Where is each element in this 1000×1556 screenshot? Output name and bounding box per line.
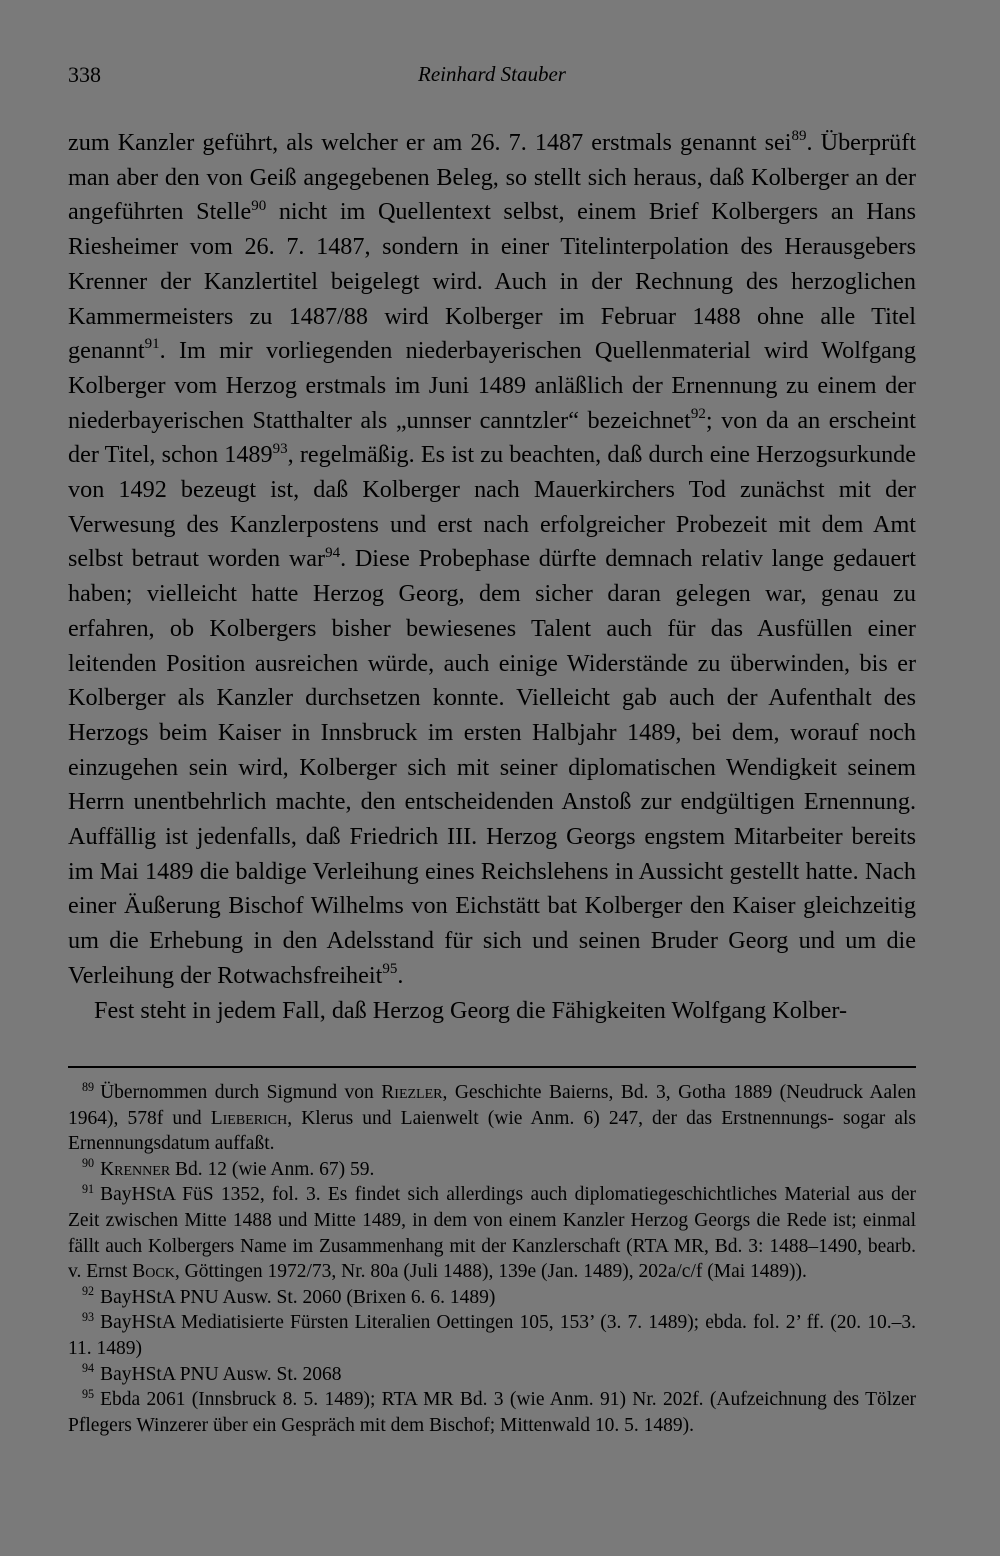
- footnote-text: , Geschichte Baierns, Bd. 3, Gotha 1889 (Neudruck Aalen 1964), 578f und: [68, 1082, 916, 1129]
- footnote-89: [68, 1080, 916, 1157]
- text-run: . Überprüft man aber den von Geiß angegebenen Beleg, so stellt sich heraus, daß Kolberger an der angeführten Stelle: [68, 129, 916, 226]
- footnote-ref-93: 93: [272, 440, 288, 457]
- footnote-text: BayHStA PNU Ausw. St. 2068: [100, 1363, 342, 1385]
- footnote-text: , Göttingen 1972/73, Nr. 80a (Juli 1488), 139e (Jan. 1489), 202a/c/f (Mai 1489)).: [174, 1261, 807, 1283]
- footnote-mark: 90: [82, 1156, 95, 1171]
- footnote-92: [68, 1285, 916, 1311]
- footnote-mark: 92: [82, 1284, 95, 1299]
- main-text: [68, 126, 916, 1028]
- footnote-mark: 89: [82, 1079, 95, 1094]
- footnotes: [68, 1080, 916, 1438]
- paragraph: Fest steht in jedem Fall, daß Herzog Georg die Fähigkeiten Wolfgang Kolber-: [94, 996, 848, 1024]
- footnote-text: , Klerus und Laienwelt (wie Anm. 6) 247, der das Erstnennungs- sogar als Ernennungsdatum auffaßt.: [68, 1107, 916, 1155]
- text-run: . Diese Probephase dürfte demnach relativ lange gedauert haben; vielleicht hatte Herzog Georg, dem sicher daran gelegen war, genau zu erfahren, ob Kolbergers bisher bewiesenes Talent auch für das Ausfüllen einer leitenden Position ausreichen würde, auch einige Widerstände zu überwinden, bis er Kolberger als Kanzler durchsetzen konnte. Vielleicht gab auch der Aufenthalt des Herzogs beim Kaiser in Innsbruck im ersten Halbjahr 1489, bei dem, worauf noch einzugehen sein wird, Kolberger sich mit seiner diplomatischen Wendigkeit seinem Herrn unentbehrlich machte, den entscheidenden Anstoß zur endgültigen Ernennung. Auffällig ist jedenfalls, daß Friedrich III. Herzog Georgs engstem Mitarbeiter bereits im Mai 1489 die baldige Verleihung eines Reichslehens in Aussicht gestellt hatte. Nach einer Äußerung Bischof Wilhelms von Eichstätt bat Kolberger den Kaiser gleichzeitig um die Erhebung in den Adelsstand für sich und seinen Bruder Georg und um die Verleihung der Rotwachsfreiheit: [68, 545, 916, 989]
- footnote-ref-92: 92: [690, 405, 706, 422]
- footnote-93: [68, 1310, 916, 1361]
- footnote-mark: 91: [82, 1181, 95, 1196]
- footnote-text: BayHStA PNU Ausw. St. 2060 (Brixen 6. 6. 1489): [100, 1286, 496, 1308]
- footnote-text: BayHStA FüS 1352, fol. 3. Es findet sich allerdings auch diplomatiegeschichtliches Material aus der Zeit zwischen Mitte 1488 und Mitte 1489, in dem von einem Kanzler Herzog Georgs die Rede ist; einmal fällt auch Kolbergers Name im Zusammenhang mit der Kanzlerschaft (RTA MR, Bd. 3: 1488–1490, bearb. v. Ernst: [68, 1184, 916, 1283]
- footnote-ref-89: 89: [791, 128, 807, 145]
- text-run: . Im mir vorliegenden niederbayerischen Quellenmaterial wird Wolfgang Kolberger vom Herzog erstmals im Juni 1489 anläßlich der Ernennung zu einem der niederbayerischen Statthalter als „unnser canntzler“ bezeichnet: [68, 337, 916, 434]
- footnote-ref-90: 90: [251, 197, 267, 214]
- footnote-ref-95: 95: [382, 961, 398, 978]
- footnote-text: Bd. 12 (wie Anm. 67) 59.: [170, 1158, 375, 1180]
- author-name: Riezler: [381, 1082, 443, 1103]
- page-number: 338: [68, 62, 101, 87]
- page-header: [68, 62, 916, 92]
- text-run: ; von da an erscheint der Titel, schon 1489: [68, 406, 916, 469]
- text-run: .: [397, 961, 404, 989]
- footnote-text: Übernommen durch Sigmund von: [100, 1082, 382, 1103]
- text-run: nicht im Quellentext selbst, einem Brief Kolbergers an Hans Riesheimer vom 26. 7. 1487, sondern in einer Titelinterpolation des Herausgebers Krenner der Kanzlertitel beigelegt wird. Auch in der Rechnung des herzoglichen Kammermeisters zu 1487/88 wird Kolberger im Februar 1488 ohne alle Titel genannt: [68, 198, 916, 365]
- text-run: , regelmäßig. Es ist zu beachten, daß durch eine Herzogsurkunde von 1492 bezeugt ist, daß Kolberger nach Mauerkirchers Tod zunächst mit der Verwesung des Kanzlerpostens und erst nach erfolgreicher Probezeit mit dem Amt selbst betraut worden war: [68, 441, 916, 573]
- paragraph: [68, 126, 916, 994]
- author-name: Bock: [132, 1261, 175, 1283]
- running-head: Reinhard Stauber: [418, 62, 566, 86]
- footnote-ref-91: 91: [144, 336, 160, 353]
- footnote-ref-94: 94: [325, 544, 341, 561]
- footnote-text: BayHStA Mediatisierte Fürsten Literalien Oettingen 105, 153’ (3. 7. 1489); ebda. fol. 2’ ff. (20. 10.–3. 11. 1489): [68, 1312, 916, 1359]
- footnote-94: [68, 1362, 916, 1388]
- footnote-mark: 95: [82, 1386, 95, 1401]
- footnote-rule: [68, 1066, 916, 1068]
- footnote-text: Ebda 2061 (Innsbruck 8. 5. 1489); RTA MR Bd. 3 (wie Anm. 91) Nr. 202f. (Aufzeichnung des Tölzer Pflegers Winzerer über ein Gespräch mit dem Bischof; Mittenwald 10. 5. 1489).: [68, 1389, 916, 1436]
- footnote-95: [68, 1387, 916, 1438]
- author-name: Krenner: [100, 1158, 171, 1180]
- footnote-mark: 94: [82, 1361, 95, 1376]
- footnote-91: [68, 1182, 916, 1284]
- author-name: Lieberich: [210, 1107, 288, 1129]
- footnote-mark: 93: [82, 1309, 95, 1324]
- footnote-90: [68, 1157, 916, 1183]
- text-run: zum Kanzler geführt, als welcher er am 26. 7. 1487 erstmals genannt sei: [68, 129, 792, 156]
